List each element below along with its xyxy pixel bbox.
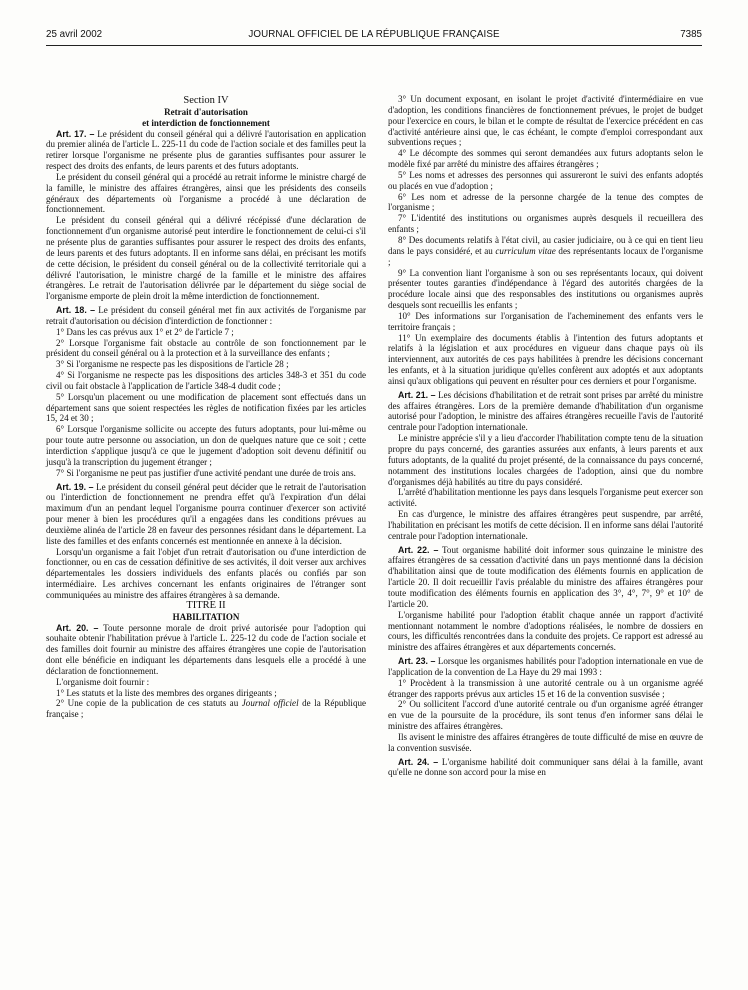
article-21-paragraph-2: Le ministre apprécie s'il y a lieu d'accorder l'habilitation compte tenu de la situation propre du pays concerné, des garanties assurées aux enfants, à leurs parents et aux futurs adoptants, de la qualité du projet présenté, de la connaissance du pays concerné, notamment des institutions locales chargées de l'adoption, ainsi que du nombre d'organismes déjà habilités au titre du pays considéré.: [388, 433, 703, 487]
article-21-paragraph-4: En cas d'urgence, le ministre des affaires étrangères peut suspendre, par arrêté, l'habilitation en précisant les motifs de cette décision. Il en informe sans délai l'autorité centrale pour l'adoption internationale.: [388, 509, 703, 541]
header-date: 25 avril 2002: [46, 29, 103, 40]
article-22-paragraph-2: L'organisme habilité pour l'adoption établit chaque année un rapport d'activité mentionnant notamment le nombre d'adoptions réalisées, le nombre de dossiers en cours, les difficultés rencontrées dans la conduite des projets. Ce rapport est adressé au ministre des affaires étrangères et aux départements concernés.: [388, 609, 703, 653]
left-column: [46, 96, 366, 720]
article-17-label: Art. 17. –: [56, 128, 95, 139]
titre-heading: TITRE II: [186, 599, 226, 611]
section-heading: Section IV: [183, 95, 229, 106]
article-23-paragraph: [388, 656, 703, 678]
article-23-item-2: 2° Ou sollicitent l'accord d'une autorité centrale ou d'un organisme agréé étranger en vue de la poursuite de la procédure, ils sont tenus d'en informer sans délai le ministre des affaires étrangères.: [388, 699, 703, 732]
article-20-item-3: 3° Un document exposant, en isolant le projet d'activité d'intermédiaire en vue d'adoption, les conditions financières de fonctionnement prévues, le projet de budget pour l'exercice en cours, le bilan et le compte de résultat de l'exercice précédent en cas d'activité antérieure ainsi que, le cas échéant, le compte d'emploi correspondant aux subventions reçues ;: [388, 94, 703, 148]
article-20-item-8: [388, 235, 703, 268]
article-19-text: Le président du conseil général peut décider que le retrait de l'autorisation ou l'interdiction de fonctionnement ne prendra effet qu'à l'expiration d'un délai maximum d'un an pendant lequel l'organisme pourra continuer d'exercer son activité pour mener à bien les procédures qu'il a engagées dans les conditions prévues au deuxième alinéa de l'article 28 en faveur des personnes résidant dans le département. La liste des familles et des enfants concernés est mentionnée en annexe à la décision.: [46, 481, 366, 546]
article-21-label: Art. 21. –: [398, 389, 436, 400]
article-18-item-7: 7° Si l'organisme ne peut pas justifier d'une activité pendant une durée de trois ans.: [56, 467, 356, 478]
page-header: [46, 29, 702, 45]
article-21-paragraph: [388, 390, 703, 433]
article-20-item-4: 4° Le décompte des sommes qui seront demandées aux futurs adoptants selon le modèle fixé par arrêté du ministre des affaires étrangères ;: [388, 148, 703, 170]
article-20-item-9: 9° La convention liant l'organisme à son ou ses représentants locaux, qui doivent présenter toutes garanties d'indépendance à l'égard des autorités chargées de la procédure locale ainsi que des responsables des institutions ou organismes auprès desquels sont recueillis les enfants ;: [388, 267, 703, 311]
article-24-paragraph: [388, 757, 703, 779]
journal-officiel-italic: Journal officiel: [241, 698, 299, 709]
article-23-label: Art. 23. –: [398, 656, 436, 667]
article-17-paragraph-2: Le président du conseil général qui a procédé au retrait informe le ministre chargé de la famille, le ministre des affaires étrangères, ainsi que les présidents des conseils généraux des départements où l'organisme a procédé à une déclaration de fonctionnement.: [46, 171, 366, 215]
article-19-paragraph-2: Lorsqu'un organisme a fait l'objet d'un retrait d'autorisation ou d'une interdiction de fonctionner, ou en cas de cessation définitive de ses activités, il doit verser aux archives départementales les dossiers individuels des enfants placés ou confiés par son intermédiaire. Les archives concernant les enfants originaires de l'étranger sont communiquées au ministre des affaires étrangères à sa demande.: [46, 546, 366, 600]
article-21-paragraph-3: L'arrêté d'habilitation mentionne les pays dans lesquels l'organisme peut exercer son activité.: [388, 487, 703, 509]
article-23-item-1: 1° Procèdent à la transmission à une autorité centrale ou à un organisme agréé étranger des rapports prévus aux articles 15 et 16 de la convention susvisée ;: [388, 677, 703, 699]
right-column: [388, 94, 703, 778]
article-20-item-5: 5° Les noms et adresses des personnes qui assureront le suivi des enfants adoptés ou placés en vue d'adoption ;: [388, 169, 703, 191]
article-23-paragraph-2: Ils avisent le ministre des affaires étrangères de toute difficulté de mise en œuvre de la convention susvisée.: [388, 731, 703, 753]
article-22-paragraph: [388, 545, 703, 610]
journal-title: JOURNAL OFFICIEL DE LA RÉPUBLIQUE FRANÇAISE: [248, 29, 500, 40]
article-18-item-3: 3° Si l'organisme ne respecte pas les dispositions de l'article 28 ;: [56, 359, 289, 370]
article-22-text: Tout organisme habilité doit informer sous quinzaine le ministre des affaires étrangères de sa cessation d'activité dans un pays mentionné dans la décision d'habilitation ainsi que de toute modification des éléments fournis en application de l'article 20. Il doit recueillir l'avis préalable du ministre des affaires étrangères pour toute modification des éléments fournis en application des 3°, 4°, 7°, 9° et 10° de l'article 20.: [388, 544, 703, 609]
article-24-label: Art. 24. –: [398, 756, 439, 767]
article-21-text: Les décisions d'habilitation et de retrait sont prises par arrêté du ministre des affaires étrangères. Lors de la première demande d'habilitation d'un organisme autorisé pour l'adoption, le ministre des affaires étrangères recueille l'avis de l'autorité centrale pour l'adoption internationale.: [388, 389, 704, 433]
article-20-item-10: 10° Des informations sur l'organisation de l'acheminement des enfants vers le territoire français ;: [388, 310, 703, 332]
article-23-text: Lorsque les organismes habilités pour l'adoption internationale en vue de l'application de la convention de La Haye du 29 mai 1993 :: [388, 656, 703, 677]
article-20-item-1: 1° Les statuts et la liste des membres des organes dirigeants ;: [56, 687, 277, 698]
article-18-item-1: 1° Dans les cas prévus aux 1° et 2° de l'article 7 ;: [56, 326, 234, 337]
article-17-text: Le président du conseil général qui a délivré l'autorisation en application du premier alinéa de l'article L. 225-11 du code de l'action sociale et des familles peut la retirer lorsque l'organisme ne présente plus de garanties suffisantes pour assurer le respect des droits des enfants, de leurs parents et des futurs adoptants.: [46, 128, 366, 172]
article-20-item-8-end: des représentants locaux de l'organisme ;: [388, 245, 704, 267]
article-18-item-4: 4° Si l'organisme ne respecte pas les dispositions des articles 348-3 et 351 du code civil ou fait obstacle à l'application de l'article 348-4 dudit code ;: [46, 370, 366, 391]
article-20-label: Art. 20. –: [56, 622, 99, 633]
article-18-item-6: 6° Lorsque l'organisme sollicite ou accepte des futurs adoptants, pour lui-même ou pour toute autre personne ou association, un don de quelques nature que ce soit ; cette interdiction s'applique jusqu'à ce que le jugement d'adoption soit devenu définitif ou jusqu'à la transcription du jugement étranger ;: [46, 424, 366, 467]
page-number: 7385: [680, 29, 702, 40]
header-rule: [46, 45, 702, 46]
article-20-item-11: 11° Un exemplaire des documents établis à l'intention des futurs adoptants et relatifs à la législation et aux procédures en vigueur dans chaque pays où ils interviennent, aux autorités de ces pays habilitées à prendre les décisions concernant les enfants, et à la situation juridique qu'elles confèrent aux adoptés et aux adoptants ainsi qu'aux obligations qui peuvent en résulter pour ces derniers et pour l'organisme.: [388, 332, 703, 386]
article-18-paragraph: [46, 305, 366, 327]
titre-subtitle: HABILITATION: [172, 611, 240, 622]
article-18-item-2: 2° Lorsque l'organisme fait obstacle au contrôle de son fonctionnement par le président du conseil général ou à la protection et à la surveillance des enfants ;: [46, 337, 366, 359]
article-22-label: Art. 22. –: [398, 544, 439, 555]
article-20-paragraph-2: L'organisme doit fournir :: [56, 676, 150, 687]
article-20-item-2-end: de la République française ;: [46, 698, 367, 720]
article-19-label: Art. 19. –: [56, 481, 94, 492]
article-20-item-8-text: 8° Des documents relatifs à l'état civil, au casier judiciaire, ou à ce qui en tient lieu dans le pays considéré, et au: [388, 234, 703, 256]
article-18-item-5: 5° Lorsqu'un placement ou une modification de placement sont effectués dans un département sans que soient respectées les règles de notification fixées par les articles 15, 24 et 30 ;: [46, 391, 366, 424]
article-20-item-7: 7° L'identité des institutions ou organismes auprès desquels il recueillera des enfants ;: [388, 213, 703, 235]
article-20-paragraph: [46, 623, 366, 677]
article-18-text: Le président du conseil général met fin aux activités de l'organisme par retrait d'autorisation ou décision d'interdiction de fonctionner :: [46, 305, 367, 326]
article-20-item-2: [46, 698, 366, 720]
section-subtitle-1: Retrait d'autorisation: [164, 106, 248, 117]
section-subtitle-2: et interdiction de fonctionnement: [142, 117, 270, 128]
article-24-text: L'organisme habilité doit communiquer sans délai à la famille, avant qu'elle ne donne son accord pour la mise en: [388, 756, 704, 778]
article-20-item-6: 6° Les nom et adresse de la personne chargée de la tenue des comptes de l'organisme ;: [388, 191, 703, 213]
article-17-paragraph: [46, 129, 366, 172]
curriculum-vitae-italic: curriculum vitae: [495, 245, 556, 256]
article-20-item-2-text: 2° Une copie de la publication de ces statuts au: [56, 698, 242, 709]
article-19-paragraph: [46, 482, 366, 547]
article-20-text: Toute personne morale de droit privé autorisée pour l'adoption qui souhaite obtenir l'habilitation prévue à l'article L. 225-12 du code de l'action sociale et des familles doit fournir au ministre des affaires étrangères une copie de l'autorisation dont elle bénéficie en indiquant les départements dans lesquels elle a procédé à une déclaration de fonctionnement.: [46, 622, 366, 676]
article-17-paragraph-3: Le président du conseil général qui a délivré récépissé d'une déclaration de fonctionnement d'un organisme autorisé peut interdire le fonctionnement de celui-ci s'il ne présente plus de garanties suffisantes pour assurer le respect des droits des enfants, de leurs parents et des futurs adoptants. Il en informe sans délai, en précisant les motifs de cette décision, le président du conseil général ou de la collectivité territoriale qui a délivré l'autorisation, le ministre chargé de la famille et le ministre des affaires étrangères. Le retrait de l'autorisation délivrée par le département du siège social de l'organisme emporte de plein droit la même interdiction de fonctionnement.: [46, 215, 366, 302]
article-18-label: Art. 18. –: [56, 305, 96, 316]
